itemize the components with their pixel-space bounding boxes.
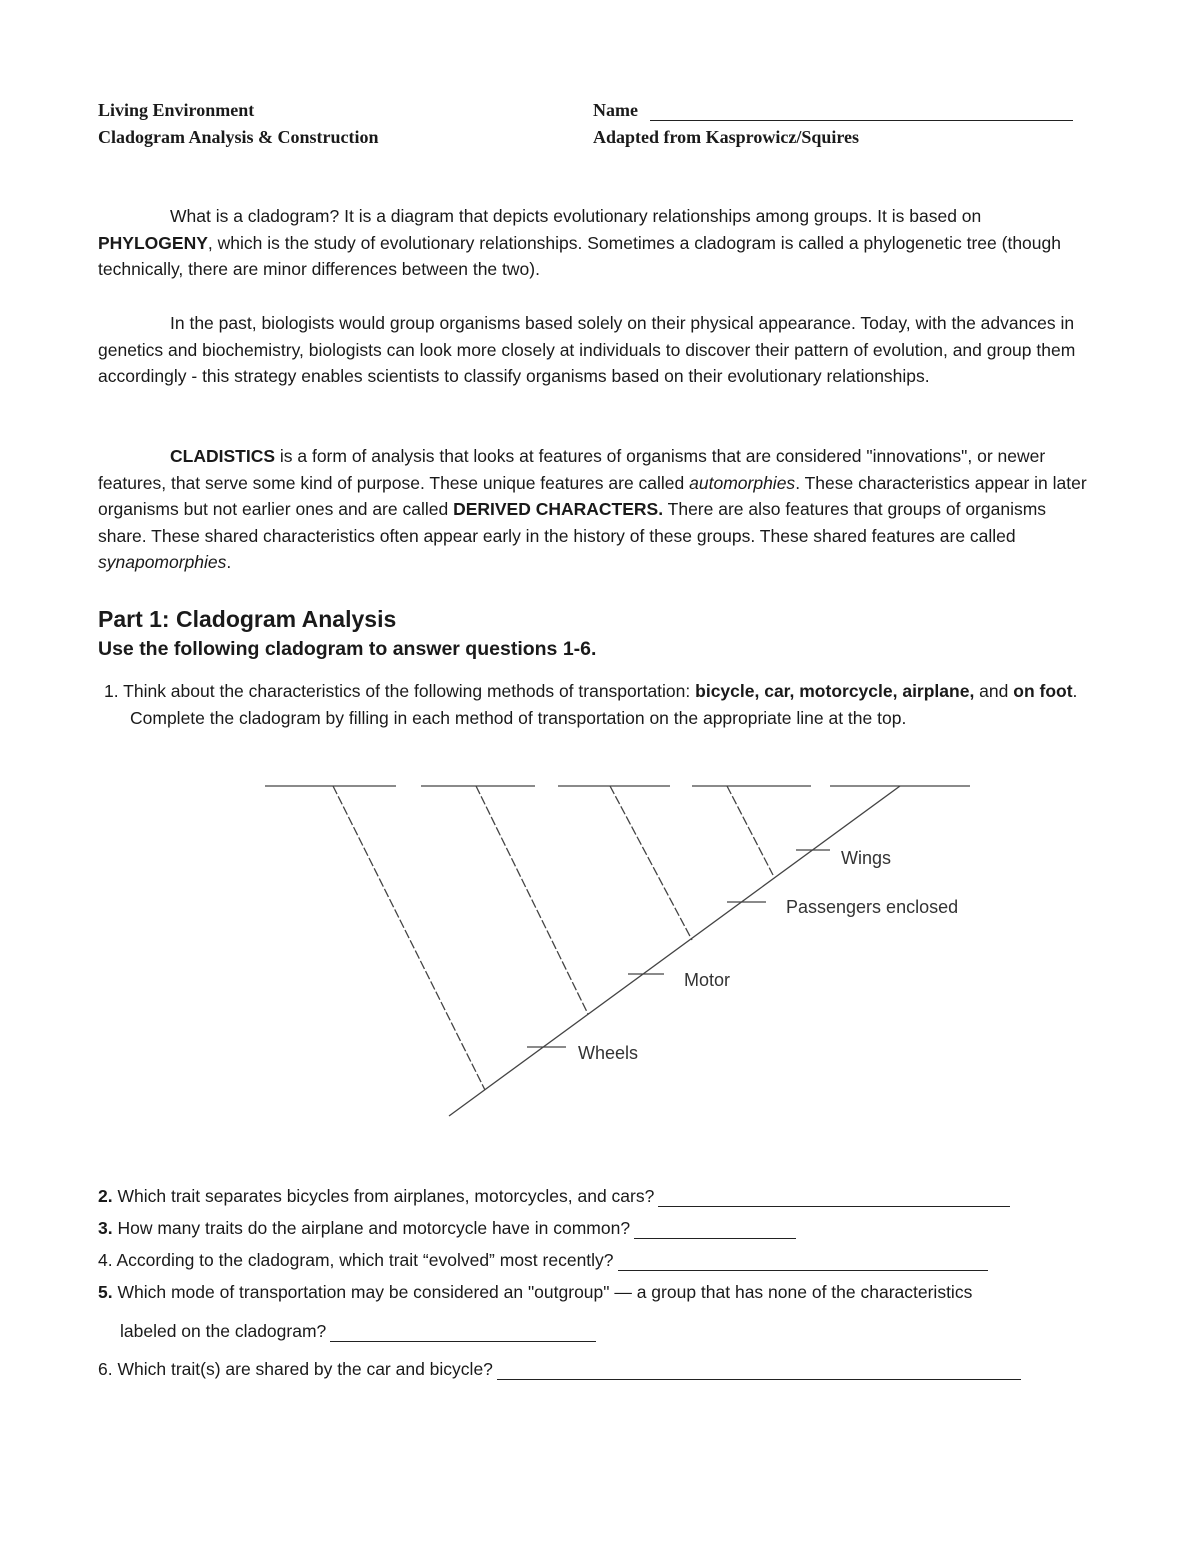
answer-blank-6[interactable] bbox=[497, 1361, 1021, 1380]
answer-blank-2[interactable] bbox=[658, 1188, 1010, 1207]
question-5: 5. Which mode of transportation may be considered an "outgroup" — a group that has none of the characteristics bbox=[98, 1282, 973, 1302]
question-5-continued: labeled on the cladogram? bbox=[120, 1321, 596, 1342]
question-6: 6. Which trait(s) are shared by the car and bicycle? bbox=[98, 1359, 1021, 1380]
branch-1 bbox=[333, 786, 485, 1090]
adapted-credit: Adapted from Kasprowicz/Squires bbox=[593, 127, 860, 147]
answer-blank-5[interactable] bbox=[330, 1323, 596, 1342]
trait-label-wheels: Wheels bbox=[578, 1043, 639, 1063]
cladogram-main-axis bbox=[449, 786, 900, 1116]
course-title: Living Environment bbox=[98, 100, 255, 120]
intro-paragraph-1: What is a cladogram? It is a diagram that depicts evolutionary relationships among groups. It is based on PHYLOGENY, which is the study of evolutionary relationships. Sometimes a cladogram is called a phylogenetic tree (though technically, there are minor differences between the two). bbox=[98, 206, 1061, 279]
answer-blank-4[interactable] bbox=[618, 1252, 988, 1271]
branch-4 bbox=[727, 786, 773, 875]
part1-heading: Part 1: Cladogram Analysis bbox=[98, 606, 397, 632]
trait-label-motor: Motor bbox=[684, 970, 731, 990]
answer-blank-3[interactable] bbox=[634, 1220, 796, 1239]
question-4: 4. According to the cladogram, which trait “evolved” most recently? bbox=[98, 1250, 988, 1271]
question-2: 2. Which trait separates bicycles from airplanes, motorcycles, and cars? bbox=[98, 1186, 1010, 1207]
branch-3 bbox=[610, 786, 692, 940]
intro-paragraph-2: In the past, biologists would group organisms based solely on their physical appearance. Today, with the advances in genetics and biochemistry, biologists can look more closely at individuals to discover their pattern of evolution, and group them accordingly - this strategy enables scientists to classify organisms based on their evolutionary relationships. bbox=[98, 313, 1076, 386]
question-3: 3. How many traits do the airplane and motorcycle have in common? bbox=[98, 1218, 796, 1239]
trait-label-wings: Wings bbox=[841, 848, 892, 868]
worksheet-title: Cladogram Analysis & Construction bbox=[98, 127, 379, 147]
branch-2 bbox=[476, 786, 588, 1014]
name-label: Name bbox=[593, 100, 638, 120]
question-1: 1. Think about the characteristics of the following methods of transportation: bicycle, car, motorcycle, airplane, and on foot. Complete the cladogram by filling in each method of transportation on the appropriate line at the top. bbox=[104, 681, 1078, 728]
trait-label-passengers-enclosed: Passengers enclosed bbox=[786, 897, 959, 917]
intro-paragraph-3: CLADISTICS is a form of analysis that looks at features of organisms that are considered "innovations", or newer features, that serve some kind of purpose. These unique features are called automorphies. These characteristics appear in later organisms but not earlier ones and are called DERIVED CHARACTERS. There are also features that groups of organisms share. These shared characteristics often appear early in the history of these groups. These shared features are called synapomorphies. bbox=[98, 446, 1087, 572]
part1-subheading: Use the following cladogram to answer questions 1-6. bbox=[98, 638, 597, 660]
